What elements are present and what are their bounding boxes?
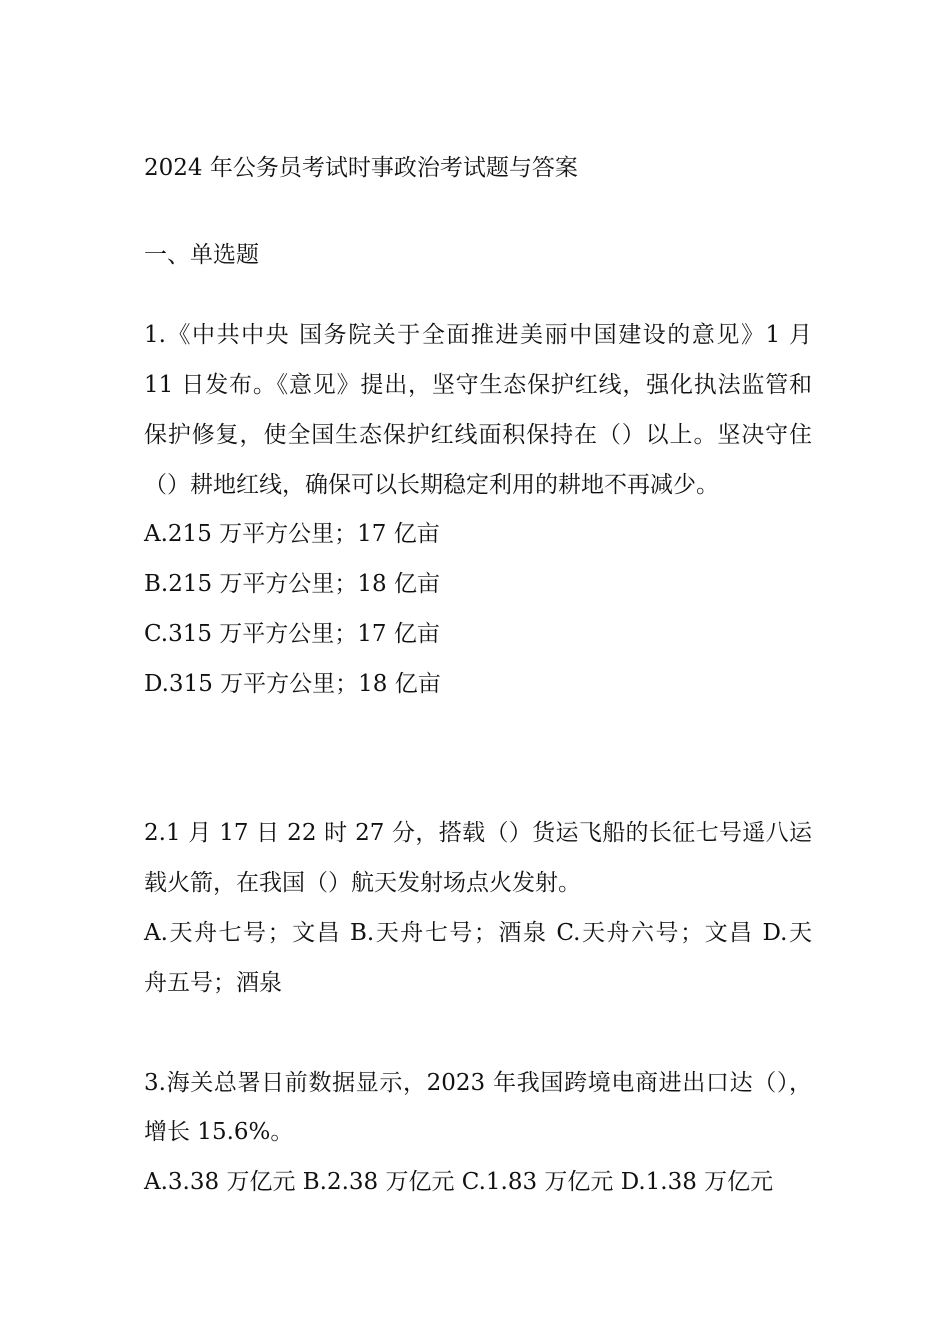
question-2-options: 舟五号；酒泉: [144, 970, 282, 996]
question-2-options: A.天舟七号；文昌 B.天舟七号；酒泉 C.天舟六号；文昌 D.天: [144, 920, 812, 946]
question-1-option-d: D.315 万平方公里；18 亿亩: [144, 671, 441, 697]
question-1-line: （）耕地红线，确保可以长期稳定利用的耕地不再减少。: [144, 472, 719, 498]
question-3-line: 增长 15.6%。: [144, 1119, 294, 1145]
question-1-line: 1.《中共中央 国务院关于全面推进美丽中国建设的意见》1 月: [144, 322, 812, 348]
question-1-option-b: B.215 万平方公里；18 亿亩: [144, 571, 441, 597]
question-1-line: 保护修复，使全国生态保护红线面积保持在（）以上。坚决守住: [144, 422, 812, 448]
question-3-line: 3.海关总署日前数据显示，2023 年我国跨境电商进出口达（），: [144, 1070, 812, 1096]
question-3-options: A.3.38 万亿元 B.2.38 万亿元 C.1.83 万亿元 D.1.38 万亿元: [144, 1169, 774, 1195]
document-title: 2024 年公务员考试时事政治考试题与答案: [144, 155, 578, 181]
section-heading: 一、单选题: [144, 242, 259, 268]
question-2-line: 载火箭，在我国（）航天发射场点火发射。: [144, 870, 581, 896]
question-1-option-c: C.315 万平方公里；17 亿亩: [144, 621, 440, 647]
question-2-line: 2.1 月 17 日 22 时 27 分，搭载（）货运飞船的长征七号遥八运: [144, 820, 812, 846]
question-1-line: 11 日发布。《意见》提出，坚守生态保护红线，强化执法监管和: [144, 372, 812, 398]
question-1-option-a: A.215 万平方公里；17 亿亩: [144, 521, 440, 547]
